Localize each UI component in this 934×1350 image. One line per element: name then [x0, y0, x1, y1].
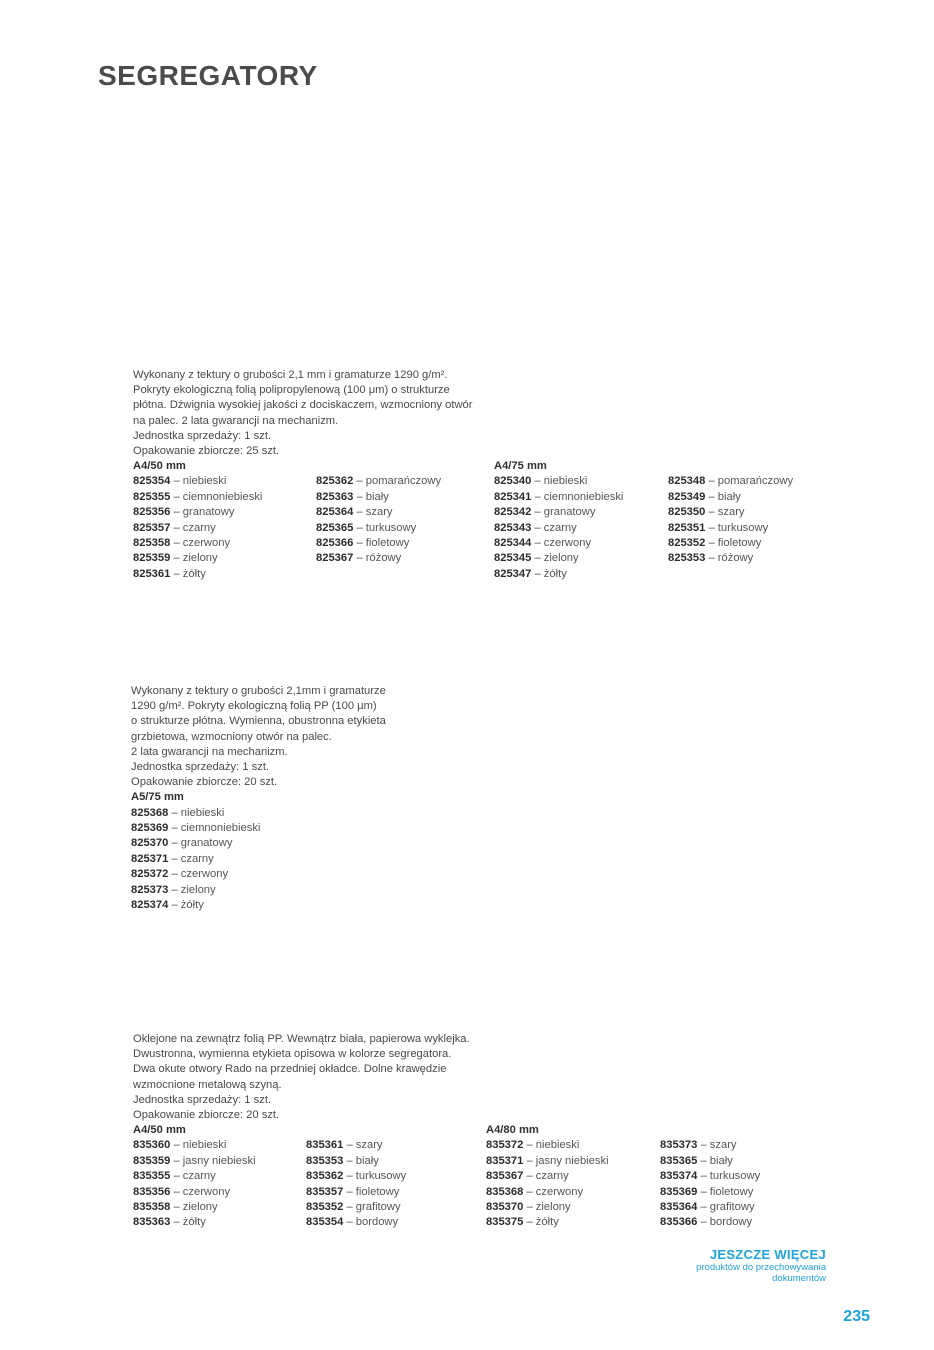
list-item: 835354 – bordowy	[306, 1216, 399, 1229]
color-name: niebieski	[182, 475, 227, 488]
list-item: 825341 – ciemnoniebieski	[494, 490, 624, 503]
product-code: 835361	[306, 1139, 344, 1152]
list-item: 835365 – biały	[660, 1154, 733, 1167]
list-item: 825361 – żółty	[133, 567, 206, 580]
list-item: 825340 – niebieski	[494, 475, 588, 488]
product-code: 825345	[494, 552, 532, 565]
color-name: żółty	[182, 1216, 206, 1229]
description-line: Opakowanie zbiorcze: 20 szt.	[133, 1109, 280, 1122]
color-name: czarny	[535, 1170, 569, 1183]
variant-column	[306, 1123, 406, 1231]
color-name: granatowy	[543, 506, 596, 519]
color-name: pomarańczowy	[717, 475, 794, 488]
list-item: 825362 – pomarańczowy	[316, 475, 442, 488]
description-line: Oklejone na zewnątrz folią PP. Wewnątrz biała, papierowa wyklejka.	[133, 1033, 470, 1045]
color-name: szary	[709, 1139, 737, 1152]
variant-column	[316, 459, 441, 567]
color-name: bordowy	[355, 1216, 399, 1229]
list-item: 835374 – turkusowy	[660, 1170, 761, 1183]
color-name: czarny	[543, 521, 577, 534]
list-item: 825372 – czerwony	[131, 868, 229, 881]
color-name: żółty	[543, 567, 567, 580]
product-code: 835374	[660, 1170, 698, 1183]
product-code: 825364	[316, 506, 354, 519]
variant-column	[131, 790, 260, 913]
list-item: 835375 – żółty	[486, 1216, 559, 1229]
list-item: 835356 – czerwony	[133, 1185, 231, 1198]
color-name: ciemnoniebieski	[180, 822, 261, 834]
variant-column	[660, 1123, 760, 1231]
color-name: bordowy	[709, 1216, 753, 1229]
product-code: 825340	[494, 475, 532, 488]
list-item: 825355 – ciemnoniebieski	[133, 490, 263, 503]
product-code: 825368	[131, 806, 169, 819]
color-name: granatowy	[180, 837, 233, 850]
color-name: czerwony	[543, 536, 592, 549]
product-code: 835375	[486, 1216, 524, 1229]
description-line: Opakowanie zbiorcze: 20 szt.	[131, 776, 278, 789]
list-item: 825345 – zielony	[494, 552, 579, 565]
description-line: Jednostka sprzedaży: 1 szt.	[133, 1093, 272, 1106]
list-item: 825343 – czarny	[494, 521, 577, 534]
description-line: Wykonany z tektury o grubości 2,1 mm i gramaturze 1290 g/m².	[133, 369, 448, 381]
list-item: 825348 – pomarańczowy	[668, 475, 794, 488]
section-description	[131, 684, 531, 790]
column-heading	[660, 1123, 760, 1138]
product-code: 825366	[316, 536, 354, 549]
color-name: zielony	[535, 1200, 571, 1213]
product-code: 835364	[660, 1200, 698, 1213]
product-code: 835359	[133, 1154, 171, 1167]
list-item: 835360 – niebieski	[133, 1139, 227, 1152]
product-code: 825352	[668, 536, 706, 549]
product-code: 825371	[131, 852, 169, 865]
list-item: 825352 – fioletowy	[668, 536, 762, 549]
column-heading	[306, 1123, 406, 1138]
color-name: zielony	[182, 552, 218, 565]
color-name: biały	[709, 1154, 733, 1167]
list-item: 825342 – granatowy	[494, 506, 596, 519]
description-line: płótna. Dźwignia wysokiej jakości z dociskaczem, wzmocniony otwór	[133, 399, 473, 412]
column-heading: A4/50 mm	[133, 460, 186, 473]
list-item: 825373 – zielony	[131, 883, 216, 896]
variant-column	[494, 459, 623, 582]
more-products-subtitle: produktów do przechowywania	[696, 1262, 826, 1273]
product-code: 835354	[306, 1216, 344, 1229]
description-line: grzbietowa, wzmocniony otwór na palec.	[131, 730, 332, 743]
product-code: 835366	[660, 1216, 698, 1229]
color-name: fioletowy	[717, 536, 762, 549]
product-code: 825372	[131, 868, 169, 881]
list-item: 825369 – ciemnoniebieski	[131, 822, 261, 834]
list-item: 835353 – biały	[306, 1154, 379, 1167]
description-line: Wykonany z tektury o grubości 2,1mm i gramaturze	[131, 685, 386, 697]
color-name: różowy	[365, 552, 402, 565]
product-code: 835372	[486, 1139, 524, 1152]
page-number: 235	[843, 1308, 870, 1325]
color-name: czarny	[182, 521, 216, 534]
list-item: 835359 – jasny niebieski	[133, 1154, 256, 1167]
product-code: 835365	[660, 1154, 698, 1167]
color-name: zielony	[182, 1200, 218, 1213]
color-name: niebieski	[180, 806, 225, 819]
color-name: zielony	[180, 883, 216, 896]
color-name: turkusowy	[709, 1170, 761, 1183]
section-description	[133, 1032, 833, 1123]
color-name: niebieski	[182, 1139, 227, 1152]
product-code: 825355	[133, 490, 171, 503]
product-code: 825351	[668, 521, 706, 534]
section-description	[133, 368, 833, 459]
color-name: szary	[355, 1139, 383, 1152]
list-item: 835369 – fioletowy	[660, 1185, 754, 1198]
color-name: turkusowy	[355, 1170, 407, 1183]
list-item: 835368 – czerwony	[486, 1185, 584, 1198]
product-code: 835367	[486, 1170, 524, 1183]
list-item: 825353 – różowy	[668, 552, 754, 565]
more-products-link[interactable]	[696, 1247, 826, 1284]
product-code: 835356	[133, 1185, 171, 1198]
description-line: 1290 g/m². Pokryty ekologiczną folią PP (100 μm)	[131, 700, 377, 713]
product-code: 835373	[660, 1139, 698, 1152]
list-item: 835355 – czarny	[133, 1170, 216, 1183]
product-code: 835355	[133, 1170, 171, 1183]
variant-column	[486, 1123, 609, 1231]
list-item: 835361 – szary	[306, 1139, 383, 1152]
color-name: czarny	[182, 1170, 216, 1183]
product-code: 825367	[316, 552, 354, 565]
list-item: 835370 – zielony	[486, 1200, 571, 1213]
list-item: 825368 – niebieski	[131, 806, 225, 819]
list-item: 825371 – czarny	[131, 852, 214, 865]
color-name: biały	[717, 490, 741, 503]
variant-columns	[133, 459, 833, 599]
list-item: 835372 – niebieski	[486, 1139, 580, 1152]
list-item: 835358 – zielony	[133, 1200, 218, 1213]
list-item: 825370 – granatowy	[131, 837, 233, 850]
product-code: 825344	[494, 536, 532, 549]
product-code: 825369	[131, 822, 169, 834]
color-name: jasny niebieski	[535, 1154, 609, 1167]
color-name: grafitowy	[355, 1200, 401, 1213]
list-item: 825374 – żółty	[131, 898, 204, 911]
list-item: 825363 – biały	[316, 490, 389, 503]
variant-columns	[133, 1123, 833, 1263]
color-name: różowy	[717, 552, 754, 565]
product-code: 825347	[494, 567, 532, 580]
product-code: 825348	[668, 475, 706, 488]
list-item: 825350 – szary	[668, 506, 745, 519]
product-code: 825358	[133, 536, 171, 549]
product-code: 825361	[133, 567, 171, 580]
color-name: żółty	[535, 1216, 559, 1229]
color-name: niebieski	[543, 475, 588, 488]
list-item: 825364 – szary	[316, 506, 393, 519]
list-item: 835352 – grafitowy	[306, 1200, 401, 1213]
product-code: 825357	[133, 521, 171, 534]
list-item: 835367 – czarny	[486, 1170, 569, 1183]
list-item: 835357 – fioletowy	[306, 1185, 400, 1198]
variant-column	[133, 459, 262, 582]
product-code: 835368	[486, 1185, 524, 1198]
color-name: czerwony	[182, 1185, 231, 1198]
product-code: 835352	[306, 1200, 344, 1213]
list-item: 835371 – jasny niebieski	[486, 1154, 609, 1167]
color-name: żółty	[180, 898, 204, 911]
product-code: 835370	[486, 1200, 524, 1213]
product-code: 825374	[131, 898, 169, 911]
color-name: biały	[355, 1154, 379, 1167]
color-name: pomarańczowy	[365, 475, 442, 488]
color-name: szary	[717, 506, 745, 519]
product-code: 825350	[668, 506, 706, 519]
product-code: 835369	[660, 1185, 698, 1198]
color-name: ciemnoniebieski	[182, 490, 263, 503]
description-line: na palec. 2 lata gwarancji na mechanizm.	[133, 414, 339, 427]
more-products-subtitle: dokumentów	[772, 1273, 826, 1284]
column-heading	[668, 459, 793, 474]
list-item: 825365 – turkusowy	[316, 521, 417, 534]
color-name: turkusowy	[717, 521, 769, 534]
description-line: Jednostka sprzedaży: 1 szt.	[131, 761, 270, 774]
more-products-title: JESZCZE WIĘCEJ	[709, 1247, 826, 1262]
color-name: fioletowy	[355, 1185, 400, 1198]
list-item: 825367 – różowy	[316, 552, 402, 565]
description-line: o strukturze płótna. Wymienna, obustronna etykieta	[131, 715, 386, 728]
list-item: 825357 – czarny	[133, 521, 216, 534]
product-code: 835362	[306, 1170, 344, 1183]
color-name: czerwony	[535, 1185, 584, 1198]
product-code: 825341	[494, 490, 532, 503]
variant-column	[668, 459, 793, 567]
product-code: 835357	[306, 1185, 344, 1198]
color-name: jasny niebieski	[182, 1154, 256, 1167]
list-item: 825349 – biały	[668, 490, 741, 503]
description-line: Jednostka sprzedaży: 1 szt.	[133, 429, 272, 442]
color-name: ciemnoniebieski	[543, 490, 624, 503]
page-title: SEGREGATORY	[98, 60, 318, 91]
product-section-2	[131, 684, 531, 930]
color-name: fioletowy	[709, 1185, 754, 1198]
list-item: 825366 – fioletowy	[316, 536, 410, 549]
product-code: 835363	[133, 1216, 171, 1229]
description-line: Opakowanie zbiorcze: 25 szt.	[133, 445, 280, 458]
list-item: 835363 – żółty	[133, 1216, 206, 1229]
description-line: Dwa okute otwory Rado na przedniej okładce. Dolne krawędzie	[133, 1063, 447, 1076]
color-name: żółty	[182, 567, 206, 580]
color-name: turkusowy	[365, 521, 417, 534]
color-name: granatowy	[182, 506, 235, 519]
product-code: 835353	[306, 1154, 344, 1167]
list-item: 825354 – niebieski	[133, 475, 227, 488]
color-name: czerwony	[180, 868, 229, 881]
color-name: fioletowy	[365, 536, 410, 549]
list-item: 825356 – granatowy	[133, 506, 235, 519]
column-heading: A4/80 mm	[486, 1124, 539, 1137]
product-code: 825362	[316, 475, 354, 488]
list-item: 825359 – zielony	[133, 552, 218, 565]
list-item: 835362 – turkusowy	[306, 1170, 407, 1183]
column-heading	[316, 459, 441, 474]
product-code: 835360	[133, 1139, 171, 1152]
list-item: 835373 – szary	[660, 1139, 737, 1152]
list-item: 825347 – żółty	[494, 567, 567, 580]
color-name: zielony	[543, 552, 579, 565]
product-code: 825370	[131, 837, 169, 850]
column-heading: A5/75 mm	[131, 791, 184, 804]
product-code: 835371	[486, 1154, 524, 1167]
list-item: 835364 – grafitowy	[660, 1200, 755, 1213]
product-code: 825343	[494, 521, 532, 534]
product-section-3	[133, 1032, 833, 1263]
description-line: Dwustronna, wymienna etykieta opisowa w kolorze segregatora.	[133, 1048, 452, 1061]
product-code: 825363	[316, 490, 354, 503]
product-code: 825365	[316, 521, 354, 534]
list-item: 825358 – czerwony	[133, 536, 231, 549]
description-line: wzmocnione metalową szyną.	[133, 1078, 282, 1091]
product-code: 825373	[131, 883, 169, 896]
list-item: 835366 – bordowy	[660, 1216, 753, 1229]
product-code: 825356	[133, 506, 171, 519]
variant-columns	[131, 790, 531, 930]
product-code: 825349	[668, 490, 706, 503]
product-code: 825359	[133, 552, 171, 565]
product-code: 825353	[668, 552, 706, 565]
variant-column	[133, 1123, 256, 1231]
product-section-1	[133, 368, 833, 599]
list-item: 825344 – czerwony	[494, 536, 592, 549]
product-code: 825342	[494, 506, 532, 519]
color-name: niebieski	[535, 1139, 580, 1152]
description-line: Pokryty ekologiczną folią polipropylenową (100 μm) o strukturze	[133, 384, 450, 397]
color-name: czerwony	[182, 536, 231, 549]
color-name: szary	[365, 506, 393, 519]
product-code: 835358	[133, 1200, 171, 1213]
color-name: czarny	[180, 852, 214, 865]
list-item: 825351 – turkusowy	[668, 521, 769, 534]
color-name: biały	[365, 490, 389, 503]
product-code: 825354	[133, 475, 171, 488]
color-name: grafitowy	[709, 1200, 755, 1213]
description-line: 2 lata gwarancji na mechanizm.	[131, 745, 288, 758]
column-heading: A4/50 mm	[133, 1124, 186, 1137]
column-heading: A4/75 mm	[494, 460, 547, 473]
